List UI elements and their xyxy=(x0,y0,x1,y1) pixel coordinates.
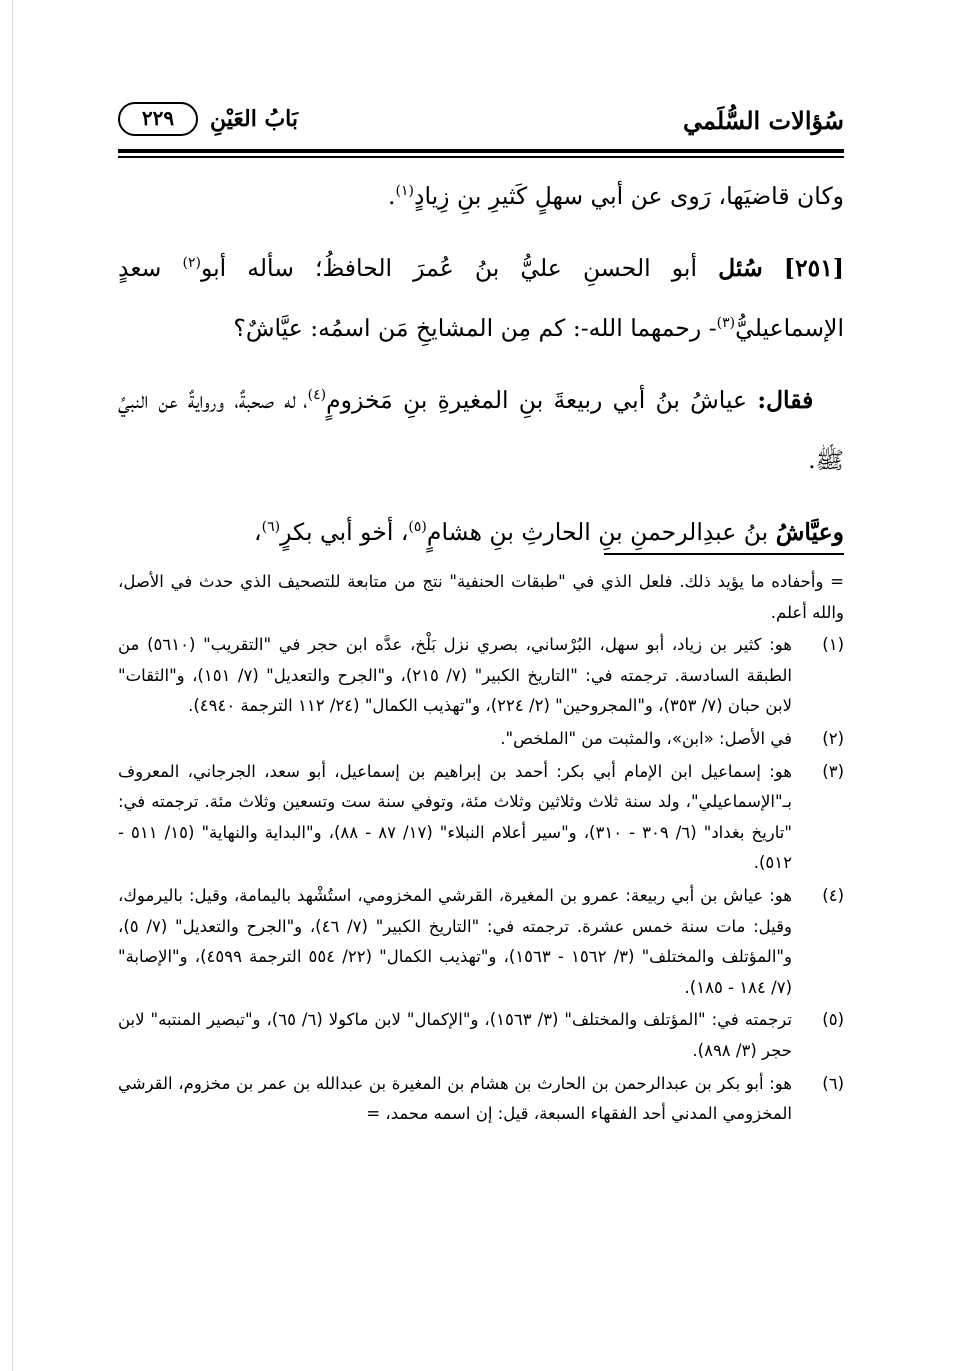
footnote-5 xyxy=(118,1005,844,1066)
footnote-ref[interactable]: (٦) xyxy=(261,519,281,536)
paragraph-text: ، له صحبةٌ، وروايةٌ عن النبيِّ ﷺ. xyxy=(118,386,844,474)
question-lead: سُئل xyxy=(718,254,763,282)
paragraph-text: ، أخو أبي بكرٍ xyxy=(280,518,409,546)
paragraph-3 xyxy=(118,370,844,490)
entry-number: [٢٥١] xyxy=(783,254,844,282)
paragraph-text: سعدٍ الإسماعيليُّ xyxy=(118,254,844,342)
footnote-number: (٤) xyxy=(822,885,844,905)
footnote-ref[interactable]: (٤) xyxy=(307,387,327,404)
footnote-1 xyxy=(118,630,844,722)
footnote-6 xyxy=(118,1069,844,1130)
paragraph-text: ، xyxy=(254,518,262,546)
footnote-4 xyxy=(118,881,844,1003)
footnote-text: هو: إسماعيل ابن الإمام أبي بكر: أحمد بن إبراهيم بن إسماعيل، أبو سعد، الجرجاني، المعروف بـ"الإسماعيلي"، ولد سنة ثلاث وثلاثين وثلاث مئة، وتوفي سنة ست وتسعين وثلاث مئة. ترجمته في: "تاريخ بغداد" (٦/ ٣٠٩ - ٣١٠)، و"سير أعلام النبلاء" (١٧/ ٨٧ - ٨٨)، و"البداية والنهاية" (١٥/ ٥١١ - ٥١٢). xyxy=(118,761,792,873)
footnote-number: (٢) xyxy=(822,728,844,748)
header-rule-thick xyxy=(118,149,844,153)
paragraph-text: بنُ عبدِالرحمنِ بنِ الحارثِ بنِ هشامٍ xyxy=(426,518,769,546)
footnote-ref[interactable]: (٣) xyxy=(716,315,736,332)
main-text xyxy=(118,166,844,562)
footnote-2 xyxy=(118,724,844,755)
running-title: سُؤالات السُّلَمي xyxy=(682,106,844,135)
footnote-text: هو: كثير بن زياد، أبو سهل، البُرْساني، بصري نزل بَلْخ، عدَّه ابن حجر في "التقريب" (٥٦١٠) من الطبقة السادسة. ترجمته في: "التاريخ الكبير" (٧/ ٢١٥)، و"الجرح والتعديل" (٧/ ١٥١)، و"الثقات" لابن حبان (٧/ ٣٥٣)، و"المجروحين" (٢/ ٢٢٤)، و"تهذيب الكمال" (٢٤/ ١١٢ الترجمة ٤٩٤٠). xyxy=(118,635,792,716)
footnote-continuation: = وأحفاده ما يؤيد ذلك. فلعل الذي في "طبقات الحنفية" نتج من متابعة للتصحيف الذي حدث في الأصل، والله أعلم. xyxy=(118,572,844,622)
footnotes xyxy=(118,567,844,1132)
paragraph-1 xyxy=(118,166,844,226)
footnote-3 xyxy=(118,757,844,879)
footnote-text: هو: عياش بن أبي ربيعة: عمرو بن المغيرة، القرشي المخزومي، استُشْهد باليمامة، وقيل: باليرموك، وقيل: مات سنة خمس عشرة. ترجمته في: "التاريخ الكبير" (٧/ ٤٦)، و"الجرح والتعديل" (٧/ ٥)، و"المؤتلف والمختلف" (٣/ ١٥٦٢ - ١٥٦٣)، و"تهذيب الكمال" (٢٢/ ٥٥٤ الترجمة ٤٥٩٩)، و"الإصابة" (٧/ ١٨٤ - ١٨٥). xyxy=(118,885,793,997)
footnote-text: في الأصل: «ابن»، والمثبت من "الملخص". xyxy=(500,728,792,748)
footnote-number: (٣) xyxy=(822,761,844,781)
footnote-ref[interactable]: (٢) xyxy=(182,255,201,272)
name-lead: وعيَّاشُ xyxy=(775,518,844,546)
footnote-number: (٦) xyxy=(822,1073,844,1093)
page-header xyxy=(118,100,844,148)
page-number: ٢٢٩ xyxy=(118,102,198,136)
paragraph-text: أبو الحسنِ عليُّ بنُ عُمرَ الحافظُ؛ سأله أبو xyxy=(200,254,697,282)
paragraph-text: - رحمهما الله-: كم مِن المشايخِ مَن اسمُه: عيَّاشٌ؟ xyxy=(233,314,717,342)
footnote-number: (٥) xyxy=(822,1010,844,1030)
page-edge-line xyxy=(12,0,13,1371)
paragraph-text: عياشُ بنُ أبي ربيعةَ بنِ المغيرةِ بنِ مَخزومٍ xyxy=(326,386,748,414)
paragraph-2 xyxy=(118,238,844,358)
footnote-ref[interactable]: (١) xyxy=(395,183,414,200)
footnote-text: ترجمته في: "المؤتلف والمختلف" (٣/ ١٥٦٣)، و"الإكمال" لابن ماكولا (٦/ ٦٥)، و"تبصير المنتبه" لابن حجر (٣/ ٨٩٨). xyxy=(118,1010,792,1060)
footnote-number: (١) xyxy=(822,635,844,655)
paragraph-text: وكان قاضيَها، رَوى عن أبي سهلٍ كَثيرِ بنِ زِيادٍ xyxy=(414,182,844,210)
chapter-title: بَابُ العَيْنِ xyxy=(210,106,299,132)
answer-lead: فقال: xyxy=(757,386,814,414)
footnote-ref[interactable]: (٥) xyxy=(408,519,427,536)
footnote-text: هو: أبو بكر بن عبدالرحمن بن الحارث بن هشام بن المغيرة بن عبدالله بن عمر بن مخزوم، القرشي المخزومي المدني أحد الفقهاء السبعة، قيل: إن اسمه محمد، = xyxy=(118,1073,792,1124)
paragraph-end: . xyxy=(388,182,396,210)
header-rule-thin xyxy=(118,156,844,158)
footnote-separator xyxy=(604,553,844,555)
